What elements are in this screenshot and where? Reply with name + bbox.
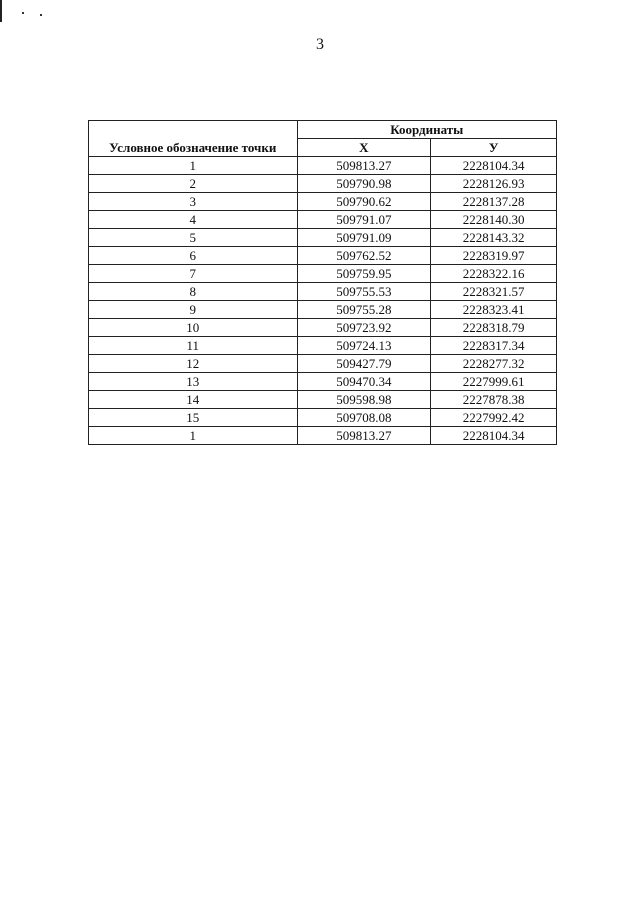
x-coordinate-cell: 509759.95 xyxy=(297,265,431,283)
scan-edge-mark xyxy=(0,0,2,22)
x-coordinate-cell: 509755.28 xyxy=(297,301,431,319)
point-cell: 1 xyxy=(89,427,298,445)
x-coordinate-cell: 509470.34 xyxy=(297,373,431,391)
coordinates-header: Координаты xyxy=(297,121,557,139)
point-cell: 7 xyxy=(89,265,298,283)
table-row xyxy=(89,301,557,319)
table-row xyxy=(89,319,557,337)
table-row xyxy=(89,175,557,193)
y-coordinate-cell: 2228322.16 xyxy=(431,265,557,283)
point-cell: 15 xyxy=(89,409,298,427)
coordinates-table xyxy=(88,120,557,445)
point-cell: 12 xyxy=(89,355,298,373)
point-cell: 6 xyxy=(89,247,298,265)
table-row xyxy=(89,265,557,283)
table-row xyxy=(89,283,557,301)
x-column-header: X xyxy=(297,139,431,157)
table-row xyxy=(89,337,557,355)
y-column-header: У xyxy=(431,139,557,157)
scan-speck xyxy=(22,12,24,14)
table-row xyxy=(89,391,557,409)
table-row xyxy=(89,427,557,445)
x-coordinate-cell: 509791.09 xyxy=(297,229,431,247)
x-coordinate-cell: 509790.98 xyxy=(297,175,431,193)
table-row xyxy=(89,157,557,175)
y-coordinate-cell: 2227878.38 xyxy=(431,391,557,409)
y-coordinate-cell: 2228137.28 xyxy=(431,193,557,211)
point-cell: 8 xyxy=(89,283,298,301)
point-cell: 3 xyxy=(89,193,298,211)
y-coordinate-cell: 2228104.34 xyxy=(431,157,557,175)
y-coordinate-cell: 2228143.32 xyxy=(431,229,557,247)
y-coordinate-cell: 2228126.93 xyxy=(431,175,557,193)
x-coordinate-cell: 509813.27 xyxy=(297,157,431,175)
table-row xyxy=(89,355,557,373)
y-coordinate-cell: 2228321.57 xyxy=(431,283,557,301)
y-coordinate-cell: 2228277.32 xyxy=(431,355,557,373)
x-coordinate-cell: 509762.52 xyxy=(297,247,431,265)
point-cell: 2 xyxy=(89,175,298,193)
point-designation-header: Условное обозначение точки xyxy=(89,121,298,157)
table-row xyxy=(89,211,557,229)
scan-speck xyxy=(40,14,42,16)
x-coordinate-cell: 509813.27 xyxy=(297,427,431,445)
x-coordinate-cell: 509427.79 xyxy=(297,355,431,373)
y-coordinate-cell: 2227992.42 xyxy=(431,409,557,427)
y-coordinate-cell: 2227999.61 xyxy=(431,373,557,391)
point-cell: 9 xyxy=(89,301,298,319)
table-row xyxy=(89,247,557,265)
table-row xyxy=(89,373,557,391)
table-row xyxy=(89,409,557,427)
y-coordinate-cell: 2228318.79 xyxy=(431,319,557,337)
y-coordinate-cell: 2228323.41 xyxy=(431,301,557,319)
point-cell: 11 xyxy=(89,337,298,355)
page-number: 3 xyxy=(316,36,324,53)
table-row xyxy=(89,229,557,247)
table-row xyxy=(89,193,557,211)
table-body xyxy=(89,157,557,445)
y-coordinate-cell: 2228319.97 xyxy=(431,247,557,265)
x-coordinate-cell: 509723.92 xyxy=(297,319,431,337)
point-cell: 14 xyxy=(89,391,298,409)
point-cell: 10 xyxy=(89,319,298,337)
point-cell: 5 xyxy=(89,229,298,247)
x-coordinate-cell: 509724.13 xyxy=(297,337,431,355)
point-cell: 13 xyxy=(89,373,298,391)
y-coordinate-cell: 2228317.34 xyxy=(431,337,557,355)
x-coordinate-cell: 509598.98 xyxy=(297,391,431,409)
point-cell: 1 xyxy=(89,157,298,175)
x-coordinate-cell: 509791.07 xyxy=(297,211,431,229)
x-coordinate-cell: 509755.53 xyxy=(297,283,431,301)
point-cell: 4 xyxy=(89,211,298,229)
x-coordinate-cell: 509708.08 xyxy=(297,409,431,427)
y-coordinate-cell: 2228104.34 xyxy=(431,427,557,445)
x-coordinate-cell: 509790.62 xyxy=(297,193,431,211)
y-coordinate-cell: 2228140.30 xyxy=(431,211,557,229)
